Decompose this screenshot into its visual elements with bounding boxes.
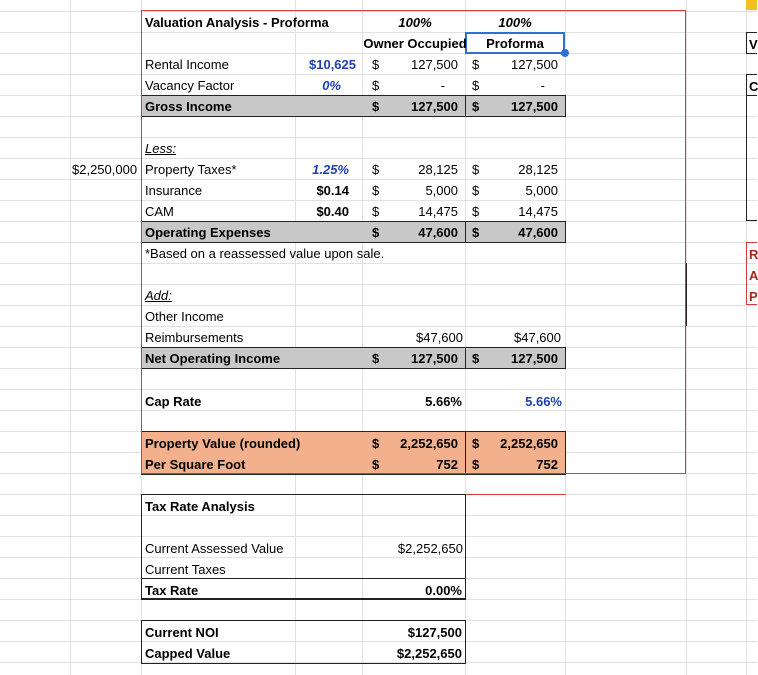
insurance-input[interactable]: $0.14 (316, 183, 349, 198)
current-taxes-label[interactable]: Current Taxes (145, 562, 226, 577)
currency-symbol: $ (472, 78, 480, 93)
currency-symbol: $ (372, 99, 380, 114)
property-value-col1[interactable]: 2,252,650 (400, 436, 458, 451)
currency-symbol: $ (372, 436, 380, 451)
other-income-label[interactable]: Other Income (145, 309, 224, 324)
frame-side-border (686, 263, 687, 326)
cam-col1[interactable]: 14,475 (418, 204, 458, 219)
property-taxes-col2[interactable]: 28,125 (518, 162, 558, 177)
currency-symbol: $ (472, 457, 480, 472)
capped-value-value[interactable]: $2,252,650 (396, 646, 462, 661)
add-label[interactable]: Add: (145, 288, 172, 303)
cap-rate-label[interactable]: Cap Rate (145, 394, 202, 409)
currency-symbol: $ (472, 99, 480, 114)
insurance-col2[interactable]: 5,000 (525, 183, 558, 198)
operating-expenses-col1[interactable]: 47,600 (418, 225, 458, 240)
noi-col1[interactable]: 127,500 (411, 351, 458, 366)
property-taxes-label[interactable]: Property Taxes* (145, 162, 237, 177)
currency-symbol: $ (472, 204, 480, 219)
edge-letter-c: C (749, 79, 758, 94)
proforma-header[interactable]: Proforma (486, 36, 544, 51)
footnote[interactable]: *Based on a reassessed value upon sale. (145, 246, 385, 261)
currency-symbol: $ (472, 436, 480, 451)
operating-expenses-label[interactable]: Operating Expenses (145, 225, 271, 240)
assessed-value[interactable]: $2,252,650 (397, 541, 463, 556)
edge-letter-a: A (749, 268, 758, 283)
cap-rate-col2[interactable]: 5.66% (525, 394, 562, 409)
current-noi-value[interactable]: $127,500 (407, 625, 462, 640)
cap-rate-col1[interactable]: 5.66% (425, 394, 462, 409)
rental-income-col2[interactable]: 127,500 (511, 57, 558, 72)
gross-income-col1[interactable]: 127,500 (411, 99, 458, 114)
currency-symbol: $ (372, 457, 380, 472)
operating-expenses-col2[interactable]: 47,600 (518, 225, 558, 240)
vacancy-input[interactable]: 0% (322, 78, 341, 93)
currency-symbol: $ (372, 204, 380, 219)
cam-col2[interactable]: 14,475 (518, 204, 558, 219)
tax-rate-label[interactable]: Tax Rate (145, 583, 199, 598)
edge-letter-r: R (749, 247, 758, 262)
property-value-label[interactable]: Property Value (rounded) (145, 436, 301, 451)
currency-symbol: $ (372, 225, 380, 240)
proforma-pct: 100% (498, 15, 532, 30)
gross-income-col2[interactable]: 127,500 (511, 99, 558, 114)
noi-col2[interactable]: 127,500 (511, 351, 558, 366)
rental-income-label[interactable]: Rental Income (145, 57, 229, 72)
vacancy-col2[interactable]: - (540, 78, 545, 93)
currency-symbol: $ (372, 78, 380, 93)
property-taxes-input[interactable]: 1.25% (312, 162, 349, 177)
currency-symbol: $ (472, 162, 480, 177)
yellow-tab-fragment (746, 0, 757, 10)
rental-income-col1[interactable]: 127,500 (411, 57, 458, 72)
tax-analysis-title[interactable]: Tax Rate Analysis (145, 499, 255, 514)
rental-income-input[interactable]: $10,625 (309, 57, 356, 72)
currency-symbol: $ (372, 183, 380, 198)
currency-symbol: $ (372, 57, 380, 72)
grid-col-line (686, 0, 687, 675)
cam-input[interactable]: $0.40 (316, 204, 349, 219)
gross-income-label[interactable]: Gross Income (145, 99, 232, 114)
reimbursements-col1[interactable]: $47,600 (416, 330, 463, 345)
assessed-value-label[interactable]: Current Assessed Value (145, 541, 284, 556)
insurance-col1[interactable]: 5,000 (425, 183, 458, 198)
owner-occupied-header[interactable]: Owner Occupied (363, 36, 467, 51)
vacancy-col1[interactable]: - (440, 78, 445, 93)
edge-divider (746, 95, 757, 158)
per-sf-col1[interactable]: 752 (436, 457, 458, 472)
vacancy-label[interactable]: Vacancy Factor (145, 78, 235, 93)
reimbursements-col2[interactable]: $47,600 (514, 330, 561, 345)
property-taxes-col1[interactable]: 28,125 (418, 162, 458, 177)
currency-symbol: $ (372, 162, 380, 177)
property-value-col2[interactable]: 2,252,650 (500, 436, 558, 451)
side-value[interactable]: $2,250,000 (72, 162, 138, 177)
less-label[interactable]: Less: (145, 141, 177, 156)
cam-label[interactable]: CAM (145, 204, 174, 219)
edge-letter-p: P (749, 289, 758, 304)
grid-col-line (70, 0, 71, 675)
valuation-title: Valuation Analysis - Proforma (145, 15, 329, 30)
owner-occupied-pct: 100% (398, 15, 432, 30)
per-sf-label[interactable]: Per Square Foot (145, 457, 246, 472)
edge-letter-v: V (749, 37, 758, 52)
insurance-label[interactable]: Insurance (145, 183, 203, 198)
reimbursements-label[interactable]: Reimbursements (145, 330, 244, 345)
noi-label[interactable]: Net Operating Income (145, 351, 281, 366)
currency-symbol: $ (472, 57, 480, 72)
tax-rate-value[interactable]: 0.00% (425, 583, 462, 598)
capped-value-label[interactable]: Capped Value (145, 646, 231, 661)
currency-symbol: $ (372, 351, 380, 366)
per-sf-col2[interactable]: 752 (536, 457, 558, 472)
current-noi-label[interactable]: Current NOI (145, 625, 219, 640)
currency-symbol: $ (472, 351, 480, 366)
currency-symbol: $ (472, 183, 480, 198)
currency-symbol: $ (472, 225, 480, 240)
